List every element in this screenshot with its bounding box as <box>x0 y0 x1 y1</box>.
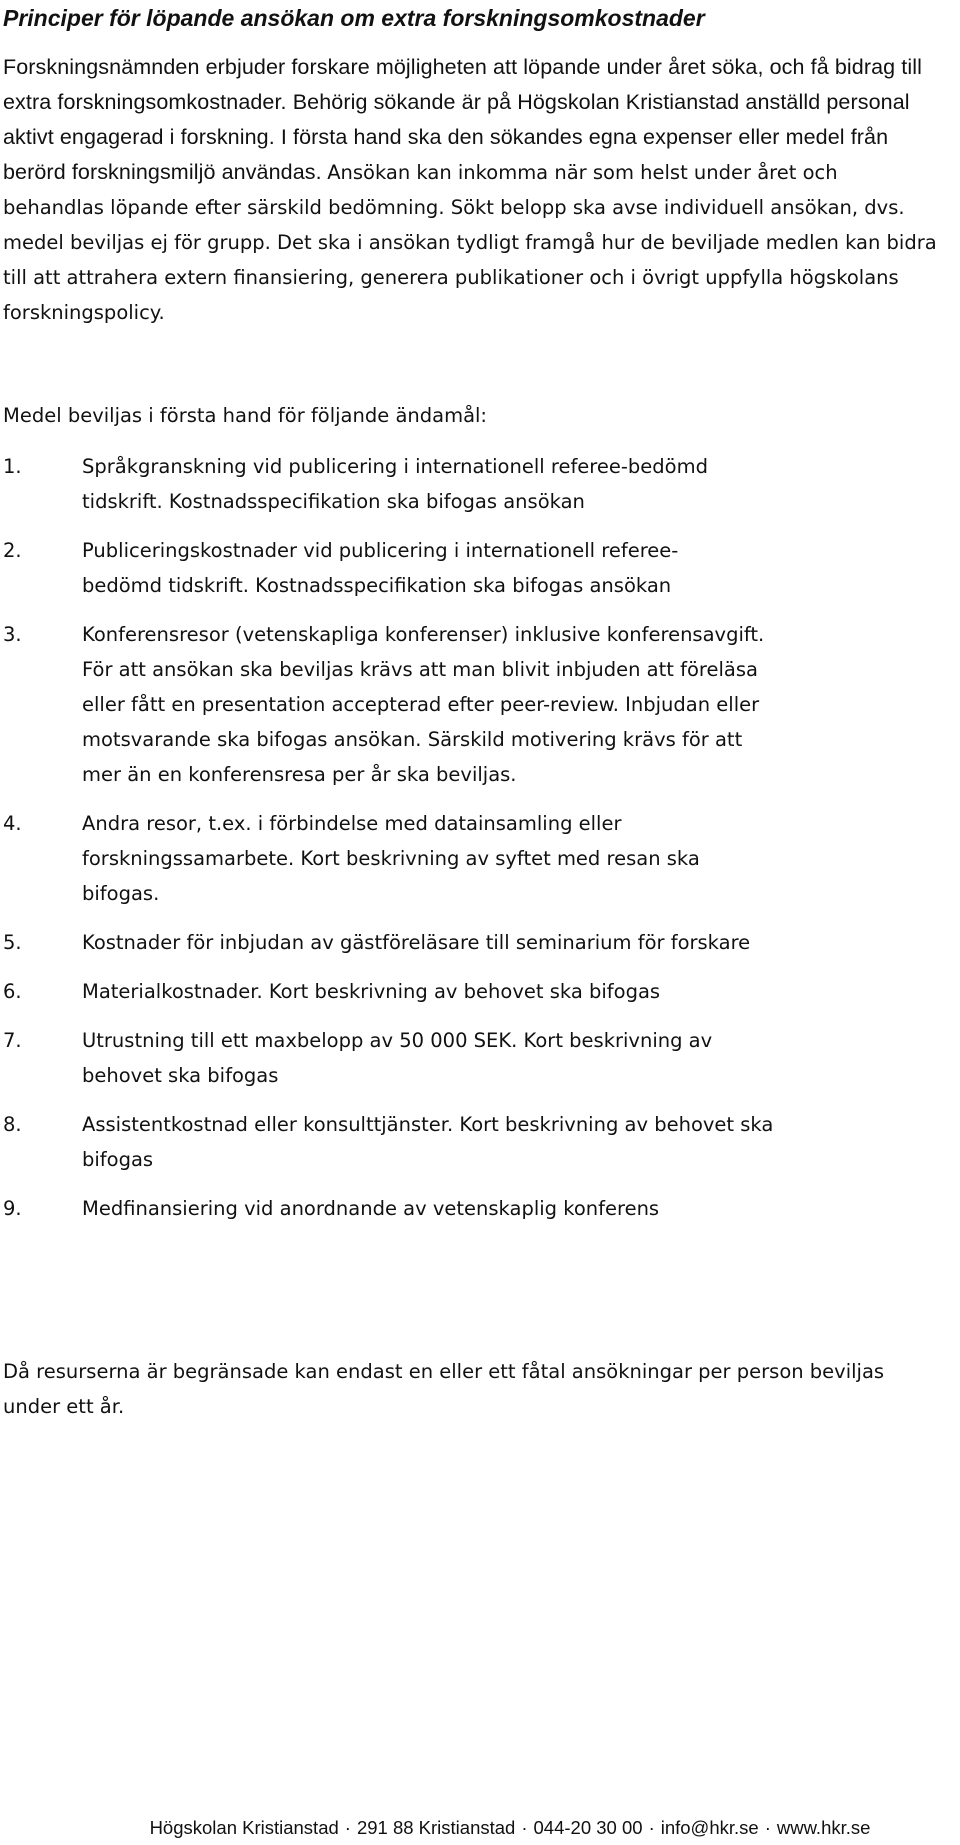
footer-separator: · <box>764 1817 771 1838</box>
list-item-text: Konferensresor (vetenskapliga konferenser) inklusive konferensavgift. För att ansökan ska beviljas krävs att man blivit inbjuden att föreläsa eller fått en presentation accepterad efter peer-review. Inbjudan eller motsvarande ska bifogas ansökan. Särskild motivering krävs för att mer än en konferensresa per år ska beviljas. <box>82 623 765 786</box>
list-item-number: 7. <box>3 1029 22 1052</box>
list-item-text: Språkgranskning vid publicering i internationell referee-bedömd tidskrift. Kostnadsspecifikation ska bifogas ansökan <box>82 455 708 513</box>
list-item <box>3 617 772 792</box>
list-item-number: 1. <box>3 455 22 478</box>
list-item <box>3 974 842 1009</box>
list-item <box>3 806 747 911</box>
list-item <box>3 1191 842 1226</box>
footer-email: info@hkr.se <box>660 1817 759 1838</box>
list-item <box>3 1107 792 1177</box>
list-item-number: 3. <box>3 623 22 646</box>
list-item-number: 4. <box>3 812 22 835</box>
purposes-list <box>3 449 903 1240</box>
page-title: Principer för löpande ansökan om extra forskningsomkostnader <box>3 5 705 31</box>
list-item-text: Assistentkostnad eller konsulttjänster. Kort beskrivning av behovet ska bifogas <box>82 1113 774 1171</box>
list-item-number: 5. <box>3 931 22 954</box>
purposes-heading: Medel beviljas i första hand för följande ändamål: <box>3 404 488 427</box>
list-item-number: 8. <box>3 1113 22 1136</box>
footer-phone: 044-20 30 00 <box>533 1817 643 1838</box>
list-item-number: 9. <box>3 1197 22 1220</box>
list-item-text: Utrustning till ett maxbelopp av 50 000 SEK. Kort beskrivning av behovet ska bifogas <box>82 1029 713 1087</box>
list-item-text: Medfinansiering vid anordnande av vetenskaplig konferens <box>82 1197 660 1220</box>
footer-org: Högskolan Kristianstad <box>149 1817 339 1838</box>
list-item-number: 6. <box>3 980 22 1003</box>
list-item-text: Publiceringskostnader vid publicering i internationell referee-bedömd tidskrift. Kostnadsspecifikation ska bifogas ansökan <box>82 539 679 597</box>
page-footer <box>0 1817 960 1839</box>
list-item <box>3 449 722 519</box>
list-item <box>3 925 942 960</box>
list-item-number: 2. <box>3 539 22 562</box>
footer-separator: · <box>521 1817 528 1838</box>
footer-address: 291 88 Kristianstad <box>356 1817 516 1838</box>
intro-paragraph <box>3 50 938 330</box>
footer-separator: · <box>344 1817 351 1838</box>
footer-separator: · <box>648 1817 655 1838</box>
list-item-text: Materialkostnader. Kort beskrivning av behovet ska bifogas <box>82 980 661 1003</box>
intro-text-part2: Ansökan kan inkomma när som helst under året och behandlas löpande efter särskild bedömning. Sökt belopp ska avse individuell ansökan, dvs. medel beviljas ej för grupp. Det ska i ansökan tydligt framgå hur de beviljade medlen kan bidra till att attrahera extern finansiering, generera publikationer och i övrigt uppfylla högskolans forskningspolicy. <box>3 161 937 324</box>
list-item <box>3 1023 782 1093</box>
closing-paragraph: Då resurserna är begränsade kan endast en eller ett fåtal ansökningar per person beviljas under ett år. <box>3 1360 885 1418</box>
list-item-text: Andra resor, t.ex. i förbindelse med datainsamling eller forskningssamarbete. Kort beskrivning av syftet med resan ska bifogas. <box>82 812 700 905</box>
intro-text-part1: Forskningsnämnden erbjuder forskare möjligheten att löpande under året söka, och få bidrag till extra forskningsomkostnader. Behörig sökande är på Högskolan Kristianstad anställd personal aktivt engagerad i forskning. I första hand ska den sökandes egna expenser eller medel från berörd forskningsmiljö användas. <box>3 55 922 184</box>
list-item-text: Kostnader för inbjudan av gästföreläsare till seminarium för forskare <box>82 931 751 954</box>
list-item <box>3 533 702 603</box>
footer-web: www.hkr.se <box>776 1817 871 1838</box>
